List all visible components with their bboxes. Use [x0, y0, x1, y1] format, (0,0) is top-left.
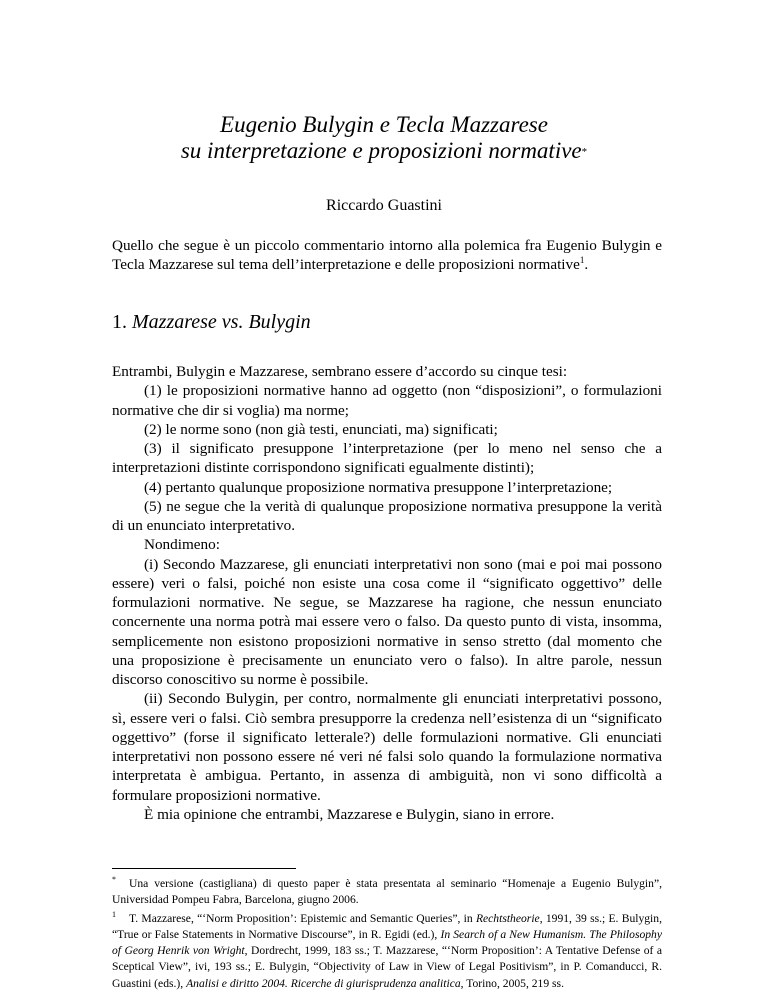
intro-text: Quello che segue è un piccolo commentario intorno alla polemica fra Eugenio Bulygin e Tecla Mazzarese sul tema dell’interpretazione e delle proposizioni normative [112, 237, 662, 274]
body-paragraph: (i) Secondo Mazzarese, gli enunciati interpretativi non sono (mai e poi mai possono essere) veri o falsi, poiché non esiste una cosa come il “significato oggettivo” delle formulazioni normative. Ne segue, se Mazzarese ha ragione, che nessun enunciato concernente una norma potrà mai essere vero o falso. Da questo punto di vista, insomma, semplicemente non esistono proposizioni normative in senso stretto (dal momento che una proposizione è precisamente un enunciato vero o falso). In altre parole, nessun discorso conoscitivo su norme è possibile. [112, 555, 662, 688]
footnotes [112, 876, 662, 992]
body-paragraph: (4) pertanto qualunque proposizione normativa presuppone l’interpretazione; [144, 478, 613, 496]
paper-title-line-2 [0, 138, 768, 164]
footnote-1-book: In Search of a New Humanism. The Philosophy of Georg Henrik von Wright [112, 927, 663, 958]
paper-title-line-1 [0, 112, 768, 138]
section-1-title: Mazzarese vs. Bulygin [132, 311, 311, 333]
body-paragraph: Nondimeno: [144, 536, 220, 554]
footnote-star-text: Una versione (castigliana) di questo paper è stata presentata al seminario “Homenaje a Eugenio Bulygin”, Universidad Pompeu Fabra, Barcelona, giugno 2006. [112, 877, 662, 907]
body-paragraph: (2) le norme sono (non già testi, enunciati, ma) significati; [144, 420, 498, 438]
footnote-divider [112, 868, 296, 869]
body-paragraph: È mia opinione che entrambi, Mazzarese e Bulygin, siano in errore. [144, 805, 555, 823]
intro-paragraph [112, 236, 662, 274]
title-footnote-mark: * [581, 146, 588, 158]
footnote-star: * Una versione (castigliana) di questo paper è stata presentata al seminario “Homenaje a Eugenio Bulygin”, Universidad Pompeu Fabra, Barcelona, giugno 2006. [112, 875, 662, 907]
footnote-1-journal: Rechtstheorie [475, 911, 540, 925]
body-paragraph: (1) le proposizioni normative hanno ad oggetto (non “disposizioni”, o formulazioni normative che dir si voglia) ma norme; [112, 382, 662, 419]
section-1-number: 1. [112, 311, 127, 333]
paper-title-line-1-text: Eugenio Bulygin e Tecla Mazzarese [220, 112, 548, 137]
intro-footnote-mark: 1 [579, 255, 585, 266]
intro-end: . [584, 256, 589, 274]
footnote-1: 1 T. Mazzarese, “‘Norm Proposition’: Epistemic and Semantic Queries”, in Rechtstheorie, 1991, 39 ss.; E. Bulygin, “True or False Statements in Normative Discourse”, in R. Egidi (ed.), In Search of a New Humanism. The Philosophy of Georg Henrik von Wright, Dordrecht, 1999, 183 ss.; T. Mazzarese, “‘Norm Proposition’: A Tentative Defense of a Sceptical View”, ivi, 193 ss.; E. Bulygin, “Objectivity of Law in View of Legal Positivism”, in P. Comanducci, R. Guastini (eds.), Analisi e diritto 2004. Ricerche di giurisprudenza analitica, Torino, 2005, 219 ss. [112, 909, 663, 990]
footnote-1-text-c: , 1991, 39 ss.; E. Bulygin, “True or False Statements in Normative Discourse”, in R. Egidi (ed.), [112, 911, 662, 941]
author-name: Riccardo Guastini [326, 197, 442, 214]
footnote-1-volume: Analisi e diritto 2004. Ricerche di giurisprudenza analitica [186, 976, 461, 990]
body-paragraph: Entrambi, Bulygin e Mazzarese, sembrano essere d’accordo su cinque tesi: [112, 363, 568, 380]
footnote-1-text-e: , Dordrecht, 1999, 183 ss.; T. Mazzarese, “‘Norm Proposition’: A Tentative Defense of a Sceptical View”, ivi, 193 ss.; E. Bulygin, “Objectivity of Law in View of Legal Positivism”, in P. Comanducci, R. Guastini (eds.), [112, 944, 662, 990]
paper-title-line-2-text: su interpretazione e proposizioni normative [180, 138, 582, 163]
footnote-1-text-a: T. Mazzarese, “‘Norm Proposition’: Epistemic and Semantic Queries”, in [129, 911, 476, 925]
section-1-body [112, 362, 662, 824]
body-paragraph: (3) il significato presuppone l’interpretazione (per lo meno nel senso che a interpretazioni distinte corrispondono significati egualmente distinti); [112, 440, 662, 477]
body-paragraph: (ii) Secondo Bulygin, per contro, normalmente gli enunciati interpretativi possono, sì, essere veri o falsi. Ciò sembra presupporre la credenza nell’esistenza di un “significato oggettivo” (forse il significato letterale?) delle formulazioni normative. Gli enunciati interpretativi non possono essere né veri né falsi solo quando la formulazione normativa interpretata è ambigua. Pertanto, in assenza di ambiguità, non vi sono difficoltà a formulare proposizioni normative. [112, 690, 662, 804]
section-1-heading [112, 310, 311, 334]
body-paragraph: (5) ne segue che la verità di qualunque proposizione normativa presuppone la verità di un enunciato interpretativo. [112, 497, 662, 534]
footnote-1-text-g: , Torino, 2005, 219 ss. [460, 976, 564, 990]
